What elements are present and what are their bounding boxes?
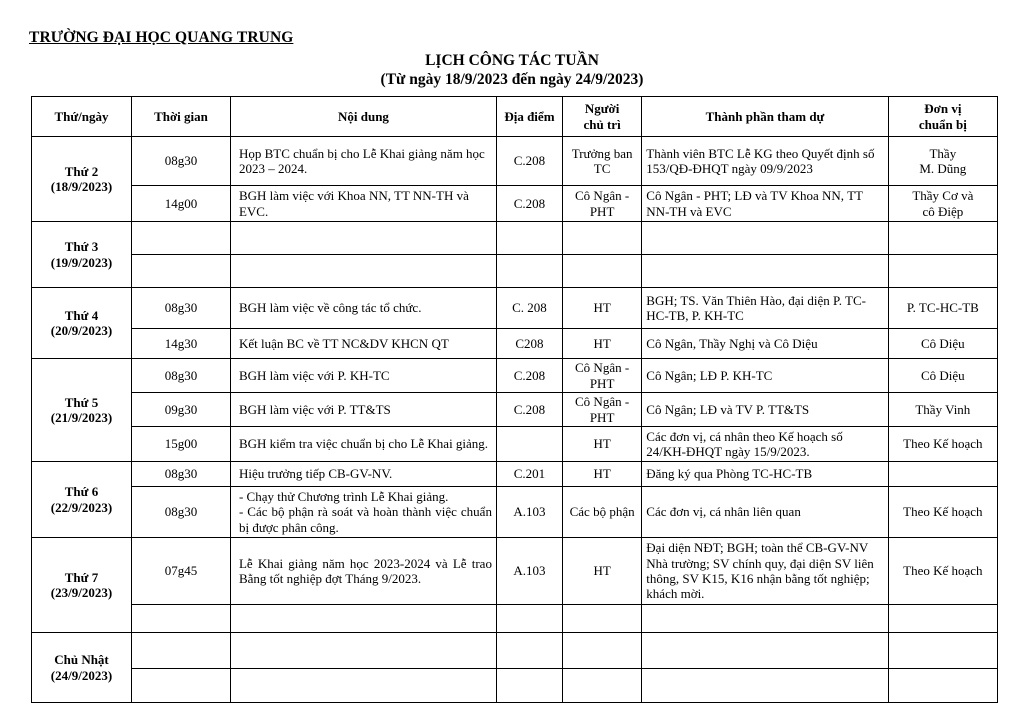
content-cell: BGH kiểm tra việc chuẩn bị cho Lễ Khai giảng. (230, 427, 496, 462)
chair-cell: Cô Ngân - PHT (562, 393, 641, 427)
header-day: Thứ/ngày (32, 97, 132, 137)
chair-cell: Trưởng ban TC (562, 137, 641, 186)
place-cell: A.103 (496, 487, 562, 538)
time-cell: 08g30 (132, 137, 231, 186)
header-chair: Người chủ trì (562, 97, 641, 137)
attend-cell: Cô Ngân - PHT; LĐ và TV Khoa NN, TT NN-TH và EVC (642, 186, 888, 222)
attend-cell: Đại diện NĐT; BGH; toàn thể CB-GV-NV Nhà trường; SV chính quy, đại diện SV liên thông, SV K15, K16 nhận bằng tốt nghiệp; khách mời. (642, 538, 888, 605)
place-cell: C.201 (496, 462, 562, 487)
table-row (32, 538, 998, 605)
chair-cell: HT (562, 462, 641, 487)
place-cell: C208 (496, 329, 562, 359)
table-row (32, 288, 998, 329)
table-row (32, 186, 998, 222)
attend-cell: Các đơn vị, cá nhân theo Kế hoạch số 24/KH-ĐHQT ngày 15/9/2023. (642, 427, 888, 462)
content-cell: BGH làm việc với Khoa NN, TT NN-TH và EVC. (230, 186, 496, 222)
time-cell: 08g30 (132, 462, 231, 487)
header-content: Nội dung (230, 97, 496, 137)
university-name: TRƯỜNG ĐẠI HỌC QUANG TRUNG (29, 29, 294, 46)
table-row (32, 255, 998, 288)
content-cell: Họp BTC chuẩn bị cho Lễ Khai giảng năm học 2023 – 2024. (230, 137, 496, 186)
day-cell: Thứ 7 (23/9/2023) (32, 538, 132, 633)
chair-cell: Cô Ngân - PHT (562, 359, 641, 393)
unit-cell: Theo Kế hoạch (888, 427, 997, 462)
unit-cell: P. TC-HC-TB (888, 288, 997, 329)
unit-cell: Theo Kế hoạch (888, 487, 997, 538)
day-cell: Thứ 5 (21/9/2023) (32, 359, 132, 462)
chair-cell: Các bộ phận (562, 487, 641, 538)
time-cell: 08g30 (132, 359, 231, 393)
attend-cell: Cô Ngân; LĐ và TV P. TT&TS (642, 393, 888, 427)
time-cell: 14g00 (132, 186, 231, 222)
attend-cell: Đăng ký qua Phòng TC-HC-TB (642, 462, 888, 487)
place-cell: C. 208 (496, 288, 562, 329)
header-attend: Thành phần tham dự (642, 97, 888, 137)
table-row (32, 633, 998, 669)
attend-cell: Thành viên BTC Lễ KG theo Quyết định số 153/QĐ-ĐHQT ngày 09/9/2023 (642, 137, 888, 186)
unit-cell: Thầy Cơ và cô Điệp (888, 186, 997, 222)
attend-cell: Cô Ngân, Thầy Nghị và Cô Diệu (642, 329, 888, 359)
unit-cell: Cô Diệu (888, 329, 997, 359)
place-cell: C.208 (496, 393, 562, 427)
attend-cell: Các đơn vị, cá nhân liên quan (642, 487, 888, 538)
table-row (32, 462, 998, 487)
time-cell: 14g30 (132, 329, 231, 359)
unit-cell: Thầy M. Dũng (888, 137, 997, 186)
time-cell: 07g45 (132, 538, 231, 605)
table-row (32, 605, 998, 633)
place-cell: C.208 (496, 186, 562, 222)
day-cell: Thứ 2 (18/9/2023) (32, 137, 132, 222)
header-unit: Đơn vị chuẩn bị (888, 97, 997, 137)
chair-cell: HT (562, 538, 641, 605)
table-row (32, 669, 998, 703)
page-subtitle: (Từ ngày 18/9/2023 đến ngày 24/9/2023) (380, 71, 644, 88)
unit-cell: Theo Kế hoạch (888, 538, 997, 605)
time-cell: 15g00 (132, 427, 231, 462)
table-row (32, 329, 998, 359)
header-time: Thời gian (132, 97, 231, 137)
content-cell: Kết luận BC về TT NC&DV KHCN QT (230, 329, 496, 359)
content-cell: - Chạy thử Chương trình Lễ Khai giảng. - Các bộ phận rà soát và hoàn thành việc chuẩn bị được phân công. (230, 487, 496, 538)
day-cell: Thứ 3 (19/9/2023) (32, 222, 132, 288)
table-row (32, 393, 998, 427)
day-cell: Thứ 4 (20/9/2023) (32, 288, 132, 359)
chair-cell: Cô Ngân - PHT (562, 186, 641, 222)
unit-cell (888, 462, 997, 487)
table-row (32, 359, 998, 393)
table-row (32, 222, 998, 255)
place-cell: C.208 (496, 359, 562, 393)
chair-cell: HT (562, 329, 641, 359)
attend-cell: Cô Ngân; LĐ P. KH-TC (642, 359, 888, 393)
content-cell: BGH làm việc với P. KH-TC (230, 359, 496, 393)
day-cell: Chủ Nhật (24/9/2023) (32, 633, 132, 703)
place-cell: A.103 (496, 538, 562, 605)
content-cell: Lễ Khai giảng năm học 2023-2024 và Lễ trao Bằng tốt nghiệp đợt Tháng 9/2023. (230, 538, 496, 605)
time-cell: 08g30 (132, 288, 231, 329)
header-row (32, 97, 998, 137)
header-place: Địa điểm (496, 97, 562, 137)
table-row (32, 137, 998, 186)
unit-cell: Thầy Vinh (888, 393, 997, 427)
day-cell: Thứ 6 (22/9/2023) (32, 462, 132, 538)
time-cell: 09g30 (132, 393, 231, 427)
chair-cell: HT (562, 288, 641, 329)
table-row (32, 487, 998, 538)
place-cell: C.208 (496, 137, 562, 186)
chair-cell: HT (562, 427, 641, 462)
table-row (32, 427, 998, 462)
unit-cell: Cô Diệu (888, 359, 997, 393)
content-cell: BGH làm việc với P. TT&TS (230, 393, 496, 427)
content-cell: Hiệu trưởng tiếp CB-GV-NV. (230, 462, 496, 487)
schedule-table (31, 96, 998, 703)
attend-cell: BGH; TS. Văn Thiên Hào, đại diện P. TC-HC-TB, P. KH-TC (642, 288, 888, 329)
page-title: LỊCH CÔNG TÁC TUẦN (425, 52, 599, 69)
time-cell: 08g30 (132, 487, 231, 538)
place-cell (496, 427, 562, 462)
content-cell: BGH làm việc về công tác tổ chức. (230, 288, 496, 329)
